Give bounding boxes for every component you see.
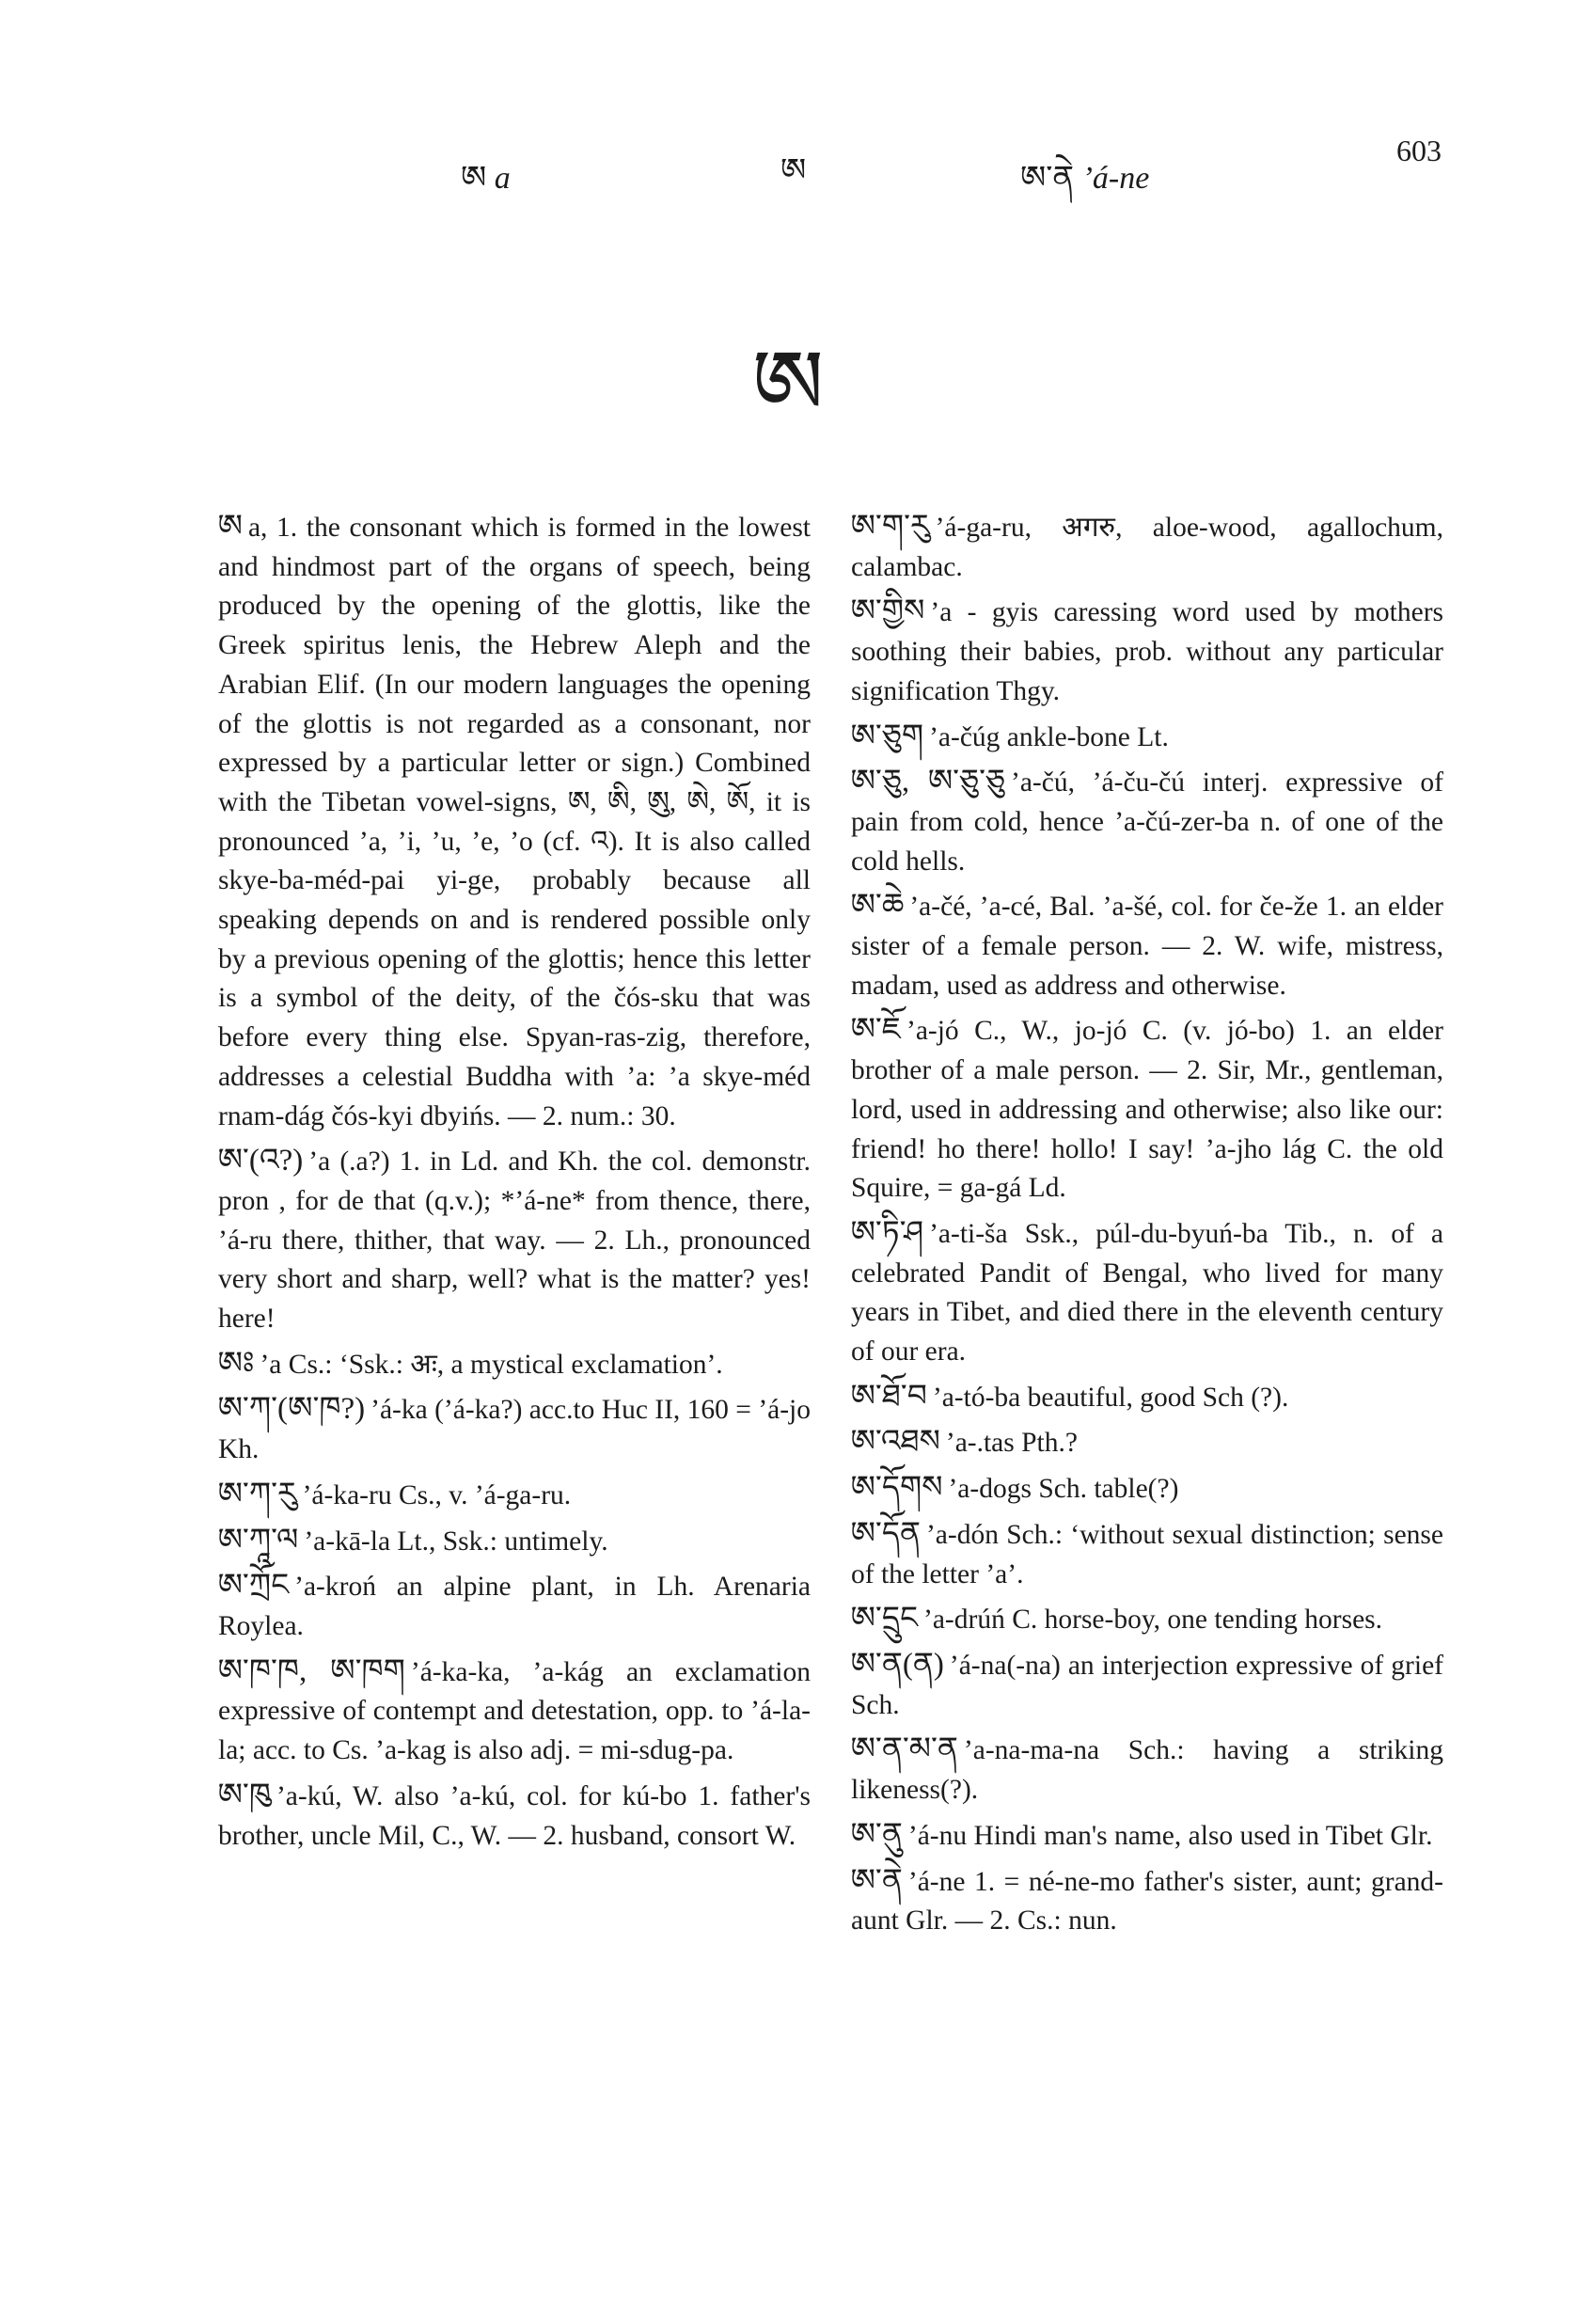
entry-text: ’a-ti-ša Ssk., púl-du-byuń-ba Tib., n. of a celebrated Pandit of Bengal, who lived for many years in Tibet, and died there in the eleventh century of our era. <box>851 1218 1443 1368</box>
entry-headword: ཨ་ཅུ, ཨ་ཅུ་ཅུ <box>850 765 1006 799</box>
dictionary-entry <box>218 1522 811 1562</box>
dictionary-entry <box>218 1567 811 1646</box>
entry-text: ’a-na-ma-na Sch.: having a striking likeness(?). <box>851 1735 1443 1806</box>
dictionary-entry <box>851 1378 1443 1418</box>
entry-text: ’a-jó C., W., jo-jó C. (v. jó-bo) 1. an elder brother of a male person. — 2. Sir, Mr., gentleman, lord, used in addressing and otherwise; also like our: friend! ho there! hollo! I say! ’a-jho lág C. the old Squire, = ga-gá Ld. <box>851 1016 1443 1204</box>
dictionary-entry <box>851 718 1443 758</box>
entry-headword: ཨ་དོགས <box>850 1471 943 1506</box>
entry-text: ’á-ka-ru Cs., v. ’á-ga-ru. <box>302 1479 572 1510</box>
entry-text: ’á-ka-ka, ’a-kág an exclamation expressive of contempt and detestation, opp. to ’á-la-la; acc. to Cs. ’a-kag is also adj. = mi-sdug-pa. <box>218 1656 811 1766</box>
dictionary-entry <box>851 1816 1443 1857</box>
entry-headword: ཨ་ཆེ <box>850 889 905 924</box>
dictionary-entry <box>218 1777 811 1856</box>
entry-headword: ཨ་ཀ་རུ <box>217 1477 297 1511</box>
entry-text: a, 1. the consonant which is formed in the lowest and hindmost part of the organs of speech, being produced by the opening of the glottis, like the Greek spiritus lenis, the Hebrew Aleph and the Arabian Elif. (In our modern languages the opening of the glottis is not regarded as a consonant, nor expressed by a particular letter or sign.) Combined with the Tibetan vowel-signs, ཨ, ཨི, ཨུ, ཨེ, ཨོ, it is pronounced ’a, ’i, ’u, ’e, ’o (cf. འ). It is also called skye-ba-méd-pai yi-ge, probably because all speaking depends on and is rendered possible only by a previous opening of the glottis; hence this letter is a symbol of the deity, of the čós-sku that was before every thing else. Spyan-ras-zig, therefore, addresses a celestial Buddha with ’a: ’a skye-méd rnam-dág čós-kyi dbyińs. — 2. num.: 30. <box>218 513 811 1131</box>
entry-text: ’a Cs.: ‘Ssk.: अः, a mystical exclamation’. <box>260 1349 723 1380</box>
entry-text: ’á-ga-ru, अगरु, aloe-wood, agallochum, calambac. <box>851 513 1443 582</box>
dictionary-entry <box>851 593 1443 711</box>
entry-headword: ཨ <box>217 510 243 544</box>
entry-text: ’a (.a?) 1. in Ld. and Kh. the col. demonstr. pron , for de that (q.v.); *’á-ne* from thence, there, ’á-ru there, thither, that way. — 2. Lh., pronounced very short and sharp, well? what is the matter? yes! here! <box>218 1146 811 1335</box>
page-number: 603 <box>1396 134 1442 167</box>
dictionary-entry <box>218 1142 811 1339</box>
dictionary-entry <box>851 1214 1443 1372</box>
dictionary-entry <box>218 1652 811 1771</box>
entry-headword: ཨ་ཏི་ཤ <box>850 1215 924 1250</box>
dictionary-entry <box>851 1011 1443 1209</box>
entry-headword: ཨ་འཐས <box>850 1425 940 1460</box>
running-head-left <box>461 141 511 231</box>
entry-headword: ཨ་ཀ་(ཨ་ཁ?) <box>217 1392 366 1427</box>
entry-headword: ཨ་ན་མ་ན <box>850 1732 958 1767</box>
entry-headword: ཨ་ཀཱ་ལ <box>217 1523 299 1557</box>
entry-headword: ཨ་(འ?) <box>217 1144 304 1178</box>
dictionary-entry <box>218 1476 811 1516</box>
entry-headword: ཨཿ <box>217 1346 255 1381</box>
entry-text: ’á-ne 1. = né-ne-mo father's sister, aunt; grand-aunt Glr. — 2. Cs.: nun. <box>851 1866 1443 1937</box>
entry-headword: ཨ་ག་རུ <box>850 510 930 544</box>
running-head-left-tibetan: ཨ <box>461 161 487 196</box>
entry-text: ’a-kroń an alpine plant, in Lh. Arenaria Roylea. <box>218 1572 811 1641</box>
entry-headword: ཨ་ན(ན) <box>850 1647 944 1682</box>
entry-headword: ཨ་ནེ <box>850 1863 903 1898</box>
dictionary-entry <box>851 1731 1443 1810</box>
dictionary-entry <box>218 1390 811 1469</box>
dictionary-entry <box>851 1600 1443 1640</box>
running-head-left-latin: a <box>494 161 511 196</box>
entry-headword: ཨ་ཇོ <box>850 1013 901 1048</box>
running-head-center: ཨ <box>780 153 807 188</box>
entry-text: ’a-kú, W. also ’a-kú, col. for kú-bo 1. father's brother, uncle Mil, C., W. — 2. husband, consort W. <box>218 1780 811 1851</box>
entry-headword: ཨ་ཀྲོང <box>217 1569 290 1604</box>
dictionary-entry <box>851 1515 1443 1594</box>
entry-headword: ཨ་ཁུ <box>217 1778 271 1812</box>
entry-text: ’a-čú, ’á-ču-čú interj. expressive of pain from cold, hence ’a-čú-zer-ba n. of one of the cold hells. <box>851 767 1443 877</box>
entry-text: ’a-čúg ankle-bone Lt. <box>929 721 1169 752</box>
running-head-right-tibetan: ཨ་ནེ <box>1020 161 1075 196</box>
entry-text: ’a-drúń C. horse-boy, one tending horses. <box>923 1605 1383 1636</box>
entry-headword: ཨ་ནུ <box>850 1817 903 1852</box>
entry-headword: ཨ་ཐོ་བ <box>850 1379 927 1414</box>
running-head-right-latin: ’á-ne <box>1081 161 1150 196</box>
entry-headword: ཨ་དོན <box>850 1516 921 1551</box>
running-head-right <box>1020 141 1149 231</box>
entry-text: ’a-čé, ’a-cé, Bal. ’a-šé, col. for če-že 1. an elder sister of a female person. — 2. W. wife, mistress, madam, used as address and otherwise. <box>851 892 1443 1001</box>
entry-text: ’a-dón Sch.: ‘without sexual distinction; sense of the letter ’a’. <box>851 1519 1443 1589</box>
entry-text: ’a-kā-la Lt., Ssk.: untimely. <box>304 1526 608 1557</box>
entry-headword: ཨ་ཅུག <box>850 719 924 753</box>
dictionary-entry <box>851 508 1443 587</box>
left-column <box>218 508 811 1861</box>
entry-text: ’a-.tas Pth.? <box>945 1428 1078 1459</box>
dictionary-entry <box>218 1345 811 1385</box>
dictionary-entry <box>218 508 811 1136</box>
entry-text: ’á-ka (’á-ka?) acc.to Huc II, 160 = ’á-jo Kh. <box>218 1395 812 1465</box>
entry-headword: ཨ་གྱིས <box>850 594 925 629</box>
entry-text: ’a-tó-ba beautiful, good Sch (?). <box>932 1382 1289 1413</box>
dictionary-entry <box>851 1862 1443 1941</box>
entry-headword: ཨ་ཁ་ཁ, ཨ་ཁག <box>217 1653 405 1688</box>
entry-headword: ཨ་དྲུང <box>850 1602 919 1636</box>
dictionary-entry <box>851 1646 1443 1725</box>
entry-text: ’a - gyis caressing word used by mothers soothing their babies, prob. without any particular signification Thgy. <box>851 597 1443 706</box>
dictionary-entry <box>851 1423 1443 1463</box>
section-letter: ཨ <box>751 333 825 434</box>
dictionary-entry <box>851 887 1443 1005</box>
entry-text: ’á-na(-na) an interjection expressive of grief Sch. <box>851 1650 1443 1720</box>
entry-text: ’á-nu Hindi man's name, also used in Tibet Glr. <box>907 1820 1433 1851</box>
dictionary-entry <box>851 1469 1443 1510</box>
dictionary-entry <box>851 763 1443 881</box>
right-column <box>851 508 1443 1947</box>
entry-text: ’a-dogs Sch. table(?) <box>948 1474 1179 1505</box>
